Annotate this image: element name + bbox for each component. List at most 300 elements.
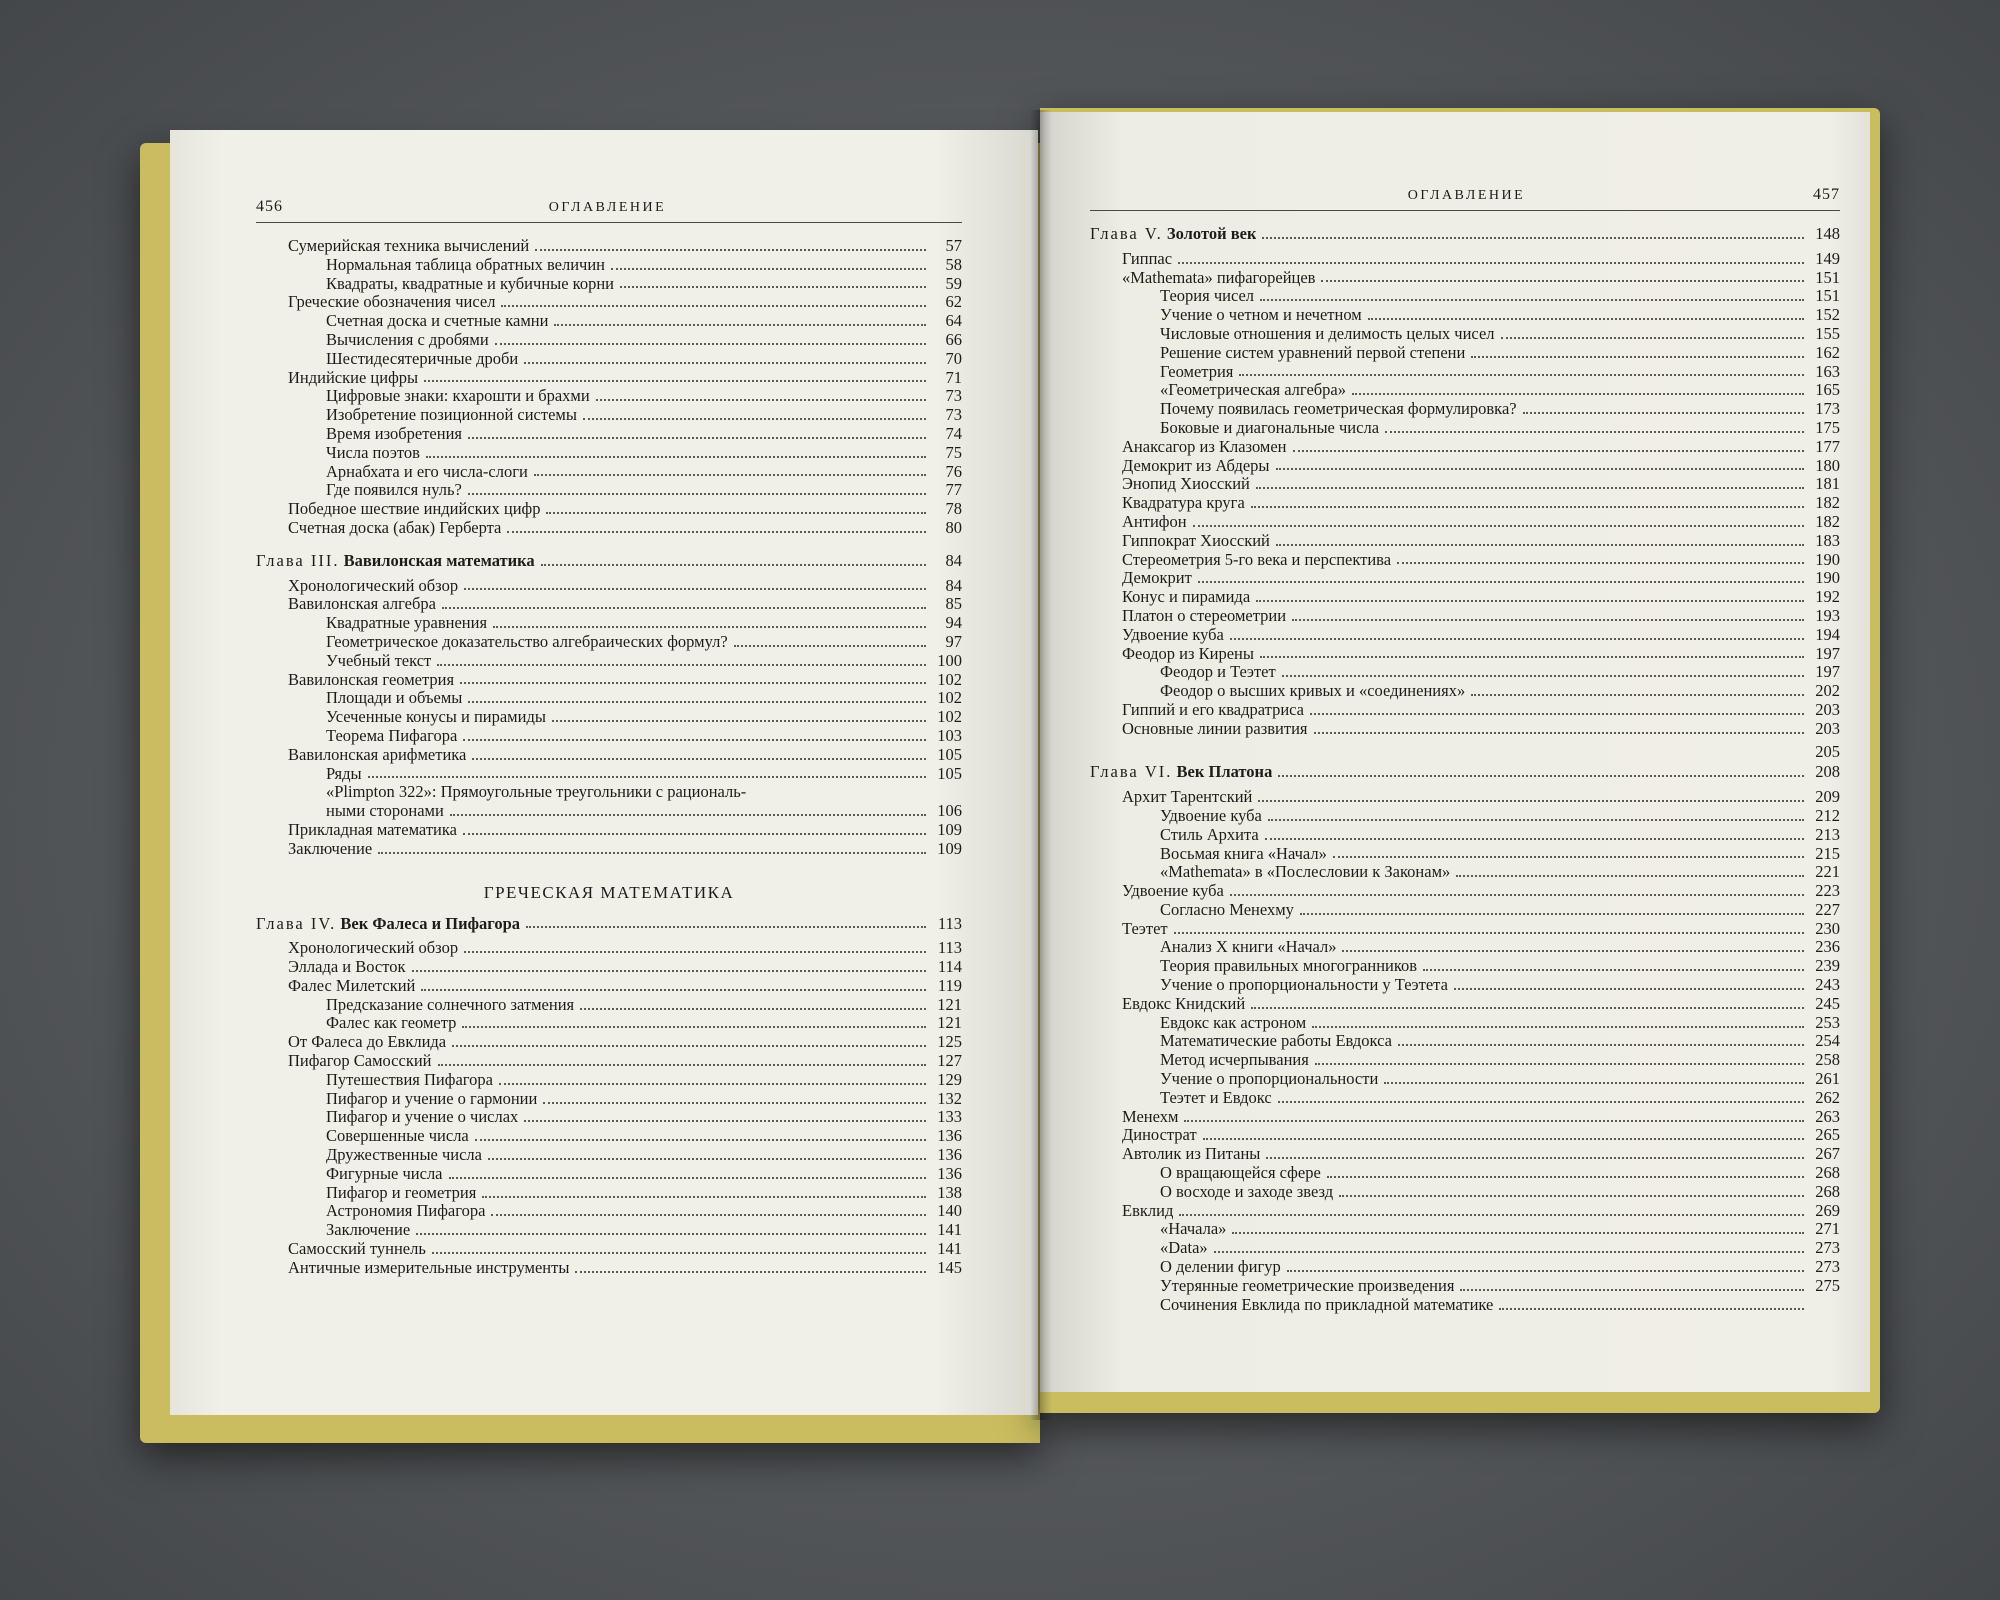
toc-entry-page: 203 — [1815, 699, 1840, 719]
toc-chapter-4: Глава IV. Век Фалеса и Пифагора 113 — [256, 913, 962, 933]
toc-entry-page: 183 — [1815, 530, 1840, 550]
toc-entry-title: Архит Тарентский — [1122, 788, 1253, 807]
toc-entry-page: 103 — [937, 725, 962, 745]
toc-leader-dots — [424, 379, 926, 382]
toc-entry — [256, 331, 962, 350]
toc-entry — [256, 256, 962, 275]
toc-entry — [256, 1108, 962, 1127]
toc-block-chapter-3-end — [256, 821, 962, 859]
toc-entry-title: Гиппий и его квадратриса — [1122, 700, 1304, 719]
toc-leader-dots — [1282, 674, 1804, 677]
toc-entry-page: 273 — [1815, 1257, 1840, 1277]
toc-entry-title: Античные измерительные инструменты — [288, 1258, 570, 1277]
toc-entry-title: Числа поэтов — [326, 443, 420, 462]
toc-leader-dots — [464, 587, 926, 590]
toc-leader-dots — [1471, 693, 1804, 696]
toc-entry-title: От Фалеса до Евклида — [288, 1033, 447, 1052]
toc-entry — [1090, 306, 1840, 325]
toc-entry-title: Почему появилась геометрическая формулировка? — [1160, 400, 1517, 419]
toc-entry — [1090, 344, 1840, 363]
toc-entry-page: 271 — [1815, 1219, 1840, 1239]
toc-entry-plimpton-cont: ными сторонами 106 — [326, 801, 962, 821]
toc-leader-dots — [1278, 1100, 1804, 1103]
toc-entry — [256, 1221, 962, 1240]
toc-entry-page: 132 — [937, 1088, 962, 1108]
toc-entry-title: Изобретение позиционной системы — [326, 406, 577, 425]
toc-entry-page: 140 — [937, 1201, 962, 1221]
toc-entry-page: 163 — [1815, 361, 1840, 381]
toc-entry-page: 263 — [1815, 1106, 1840, 1126]
right-page-number: 457 — [1812, 186, 1840, 203]
toc-leader-dots — [1292, 618, 1804, 621]
toc-entry-page: 180 — [1815, 455, 1840, 475]
toc-entry-title: Квадратура круга — [1122, 494, 1245, 513]
toc-entry-page: 64 — [945, 311, 962, 331]
toc-entry-page: 194 — [1815, 624, 1840, 644]
toc-entry — [256, 821, 962, 840]
toc-entry — [256, 727, 962, 746]
toc-entry-plimpton: «Plimpton 322»: Прямоугольные треугольники с рациональ- — [326, 783, 747, 802]
toc-entry-page: 223 — [1815, 881, 1840, 901]
toc-entry — [1090, 569, 1840, 588]
toc-entry-page: 80 — [945, 517, 962, 537]
toc-entry-title: Менехм — [1122, 1107, 1179, 1126]
toc-entry — [256, 652, 962, 671]
toc-entry — [1090, 381, 1840, 400]
toc-entry-page: 197 — [1815, 643, 1840, 663]
toc-leader-dots — [1456, 874, 1804, 877]
toc-entry-page: 74 — [945, 423, 962, 443]
toc-leader-dots — [1178, 261, 1804, 264]
toc-entry-title: О вращающейся сфере — [1160, 1164, 1321, 1183]
toc-entry — [256, 840, 962, 859]
toc-leader-dots — [426, 455, 926, 458]
toc-leader-dots — [1265, 837, 1804, 840]
toc-entry-page: 193 — [1815, 605, 1840, 625]
toc-entry-title: Самосский туннель — [288, 1240, 426, 1259]
toc-entry-title: Сочинения Евклида по прикладной математике — [1160, 1295, 1494, 1314]
toc-leader-dots — [1193, 524, 1804, 527]
toc-entry — [1090, 607, 1840, 626]
toc-block-chapter-3 — [256, 577, 962, 784]
toc-entry — [256, 369, 962, 388]
toc-leader-dots — [1198, 580, 1804, 583]
toc-leader-dots — [1174, 931, 1804, 934]
toc-leader-dots — [475, 1138, 926, 1141]
toc-entry-page: 155 — [1815, 323, 1840, 343]
toc-leader-dots — [1184, 1119, 1804, 1122]
toc-entry-title: Феодор и Теэтет — [1160, 663, 1276, 682]
toc-leader-dots — [1384, 1081, 1804, 1084]
toc-leader-dots — [493, 625, 926, 628]
toc-entry — [1090, 1164, 1840, 1183]
toc-leader-dots — [1342, 949, 1804, 952]
toc-leader-dots — [524, 361, 926, 364]
toc-entry-title: Квадратные уравнения — [326, 614, 488, 633]
toc-entry-title: Гиппас — [1122, 249, 1173, 268]
toc-leader-dots — [501, 304, 926, 307]
toc-entry-page: 203 — [1815, 718, 1840, 738]
toc-leader-dots — [1251, 505, 1804, 508]
toc-entry — [256, 444, 962, 463]
toc-entry-page: 141 — [937, 1239, 962, 1259]
toc-entry — [256, 350, 962, 369]
toc-entry-page: 125 — [937, 1032, 962, 1052]
toc-entry-page: 165 — [1815, 380, 1840, 400]
toc-leader-dots — [1327, 1175, 1804, 1178]
toc-leader-dots — [1460, 1288, 1804, 1291]
toc-entry-page: 253 — [1815, 1012, 1840, 1032]
toc-entry-page: 254 — [1815, 1031, 1840, 1051]
toc-entry — [256, 633, 962, 652]
toc-entry-page: 75 — [945, 442, 962, 462]
toc-leader-dots — [1368, 317, 1804, 320]
toc-entry-title: Удвоение куба — [1122, 882, 1224, 901]
toc-entry-title: Геометрия — [1160, 362, 1234, 381]
toc-entry — [1090, 1032, 1840, 1051]
toc-leader-dots — [468, 700, 926, 703]
left-page — [170, 130, 1038, 1415]
toc-entry-title: Фигурные числа — [326, 1164, 443, 1183]
toc-leader-dots — [449, 1176, 926, 1179]
toc-leader-dots — [368, 775, 926, 778]
toc-entry — [1090, 513, 1840, 532]
toc-entry-title: Платон о стереометрии — [1122, 606, 1287, 625]
toc-entry-title: Стереометрия 5-го века и перспектива — [1122, 550, 1392, 569]
toc-entry-title: Теорема Пифагора — [326, 726, 458, 745]
toc-entry-page: 239 — [1815, 956, 1840, 976]
toc-entry-page: 70 — [945, 348, 962, 368]
toc-entry-page: 268 — [1815, 1181, 1840, 1201]
toc-entry — [256, 689, 962, 708]
toc-entry-title: Восьмая книга «Начал» — [1160, 844, 1327, 863]
toc-entry — [1090, 845, 1840, 864]
toc-entry-page: 138 — [937, 1182, 962, 1202]
toc-entry-title: «Data» — [1160, 1239, 1208, 1258]
toc-entry — [256, 1165, 962, 1184]
toc-entry-page: 57 — [945, 236, 962, 255]
toc-entry-page: 145 — [937, 1257, 962, 1277]
toc-entry — [1090, 976, 1840, 995]
toc-entry-title: Заключение — [288, 839, 373, 858]
toc-entry-title: Греческие обозначения чисел — [288, 293, 496, 312]
toc-entry — [256, 1033, 962, 1052]
toc-leader-dots — [1321, 279, 1804, 282]
toc-leader-dots — [580, 1007, 926, 1010]
toc-entry — [1090, 1220, 1840, 1239]
toc-leader-dots — [452, 1044, 926, 1047]
toc-entry-page: 173 — [1815, 399, 1840, 419]
toc-entry-title: Учение о пропорциональности у Теэтета — [1160, 976, 1448, 995]
toc-entry-page: 66 — [945, 329, 962, 349]
toc-entry — [256, 293, 962, 312]
toc-entry-title: Метод исчерпывания — [1160, 1051, 1309, 1070]
toc-leader-dots — [734, 644, 926, 647]
toc-entry — [1090, 882, 1840, 901]
toc-entry — [1090, 920, 1840, 939]
toc-entry-title: Индийские цифры — [288, 368, 419, 387]
toc-entry-title: Фалес как геометр — [326, 1014, 457, 1033]
toc-entry-title: Пифагор и учение о числах — [326, 1108, 519, 1127]
toc-entry-title: О делении фигур — [1160, 1258, 1281, 1277]
toc-leader-dots — [596, 398, 926, 401]
toc-entry-page: 261 — [1815, 1069, 1840, 1089]
toc-entry-page: 213 — [1815, 824, 1840, 844]
toc-entry-page: 202 — [1815, 681, 1840, 701]
toc-entry — [256, 1259, 962, 1278]
toc-leader-dots — [1256, 599, 1804, 602]
toc-leader-dots — [1251, 1006, 1804, 1009]
toc-entry-page: 190 — [1815, 549, 1840, 569]
toc-leader-dots — [543, 1101, 926, 1104]
toc-leader-dots — [1268, 818, 1804, 821]
toc-entry-title: Сумерийская техника вычислений — [288, 237, 530, 255]
toc-entry-title: Пифагор и геометрия — [326, 1183, 477, 1202]
toc-entry — [256, 746, 962, 765]
toc-leader-dots — [1300, 912, 1804, 915]
toc-entry-page: 177 — [1815, 436, 1840, 456]
toc-leader-dots — [554, 323, 926, 326]
toc-entry-title: Путешествия Пифагора — [326, 1070, 493, 1089]
toc-leader-dots — [1230, 893, 1804, 896]
toc-entry — [1090, 250, 1840, 269]
toc-entry — [256, 595, 962, 614]
toc-entry-page: 236 — [1815, 937, 1840, 957]
toc-leader-dots — [1398, 1043, 1804, 1046]
toc-leader-dots — [1239, 373, 1804, 376]
toc-leader-dots — [1310, 712, 1804, 715]
toc-leader-dots — [1315, 1062, 1804, 1065]
toc-entry — [256, 312, 962, 331]
toc-entry-title: Вавилонская арифметика — [288, 745, 467, 764]
toc-entry-page: 243 — [1815, 975, 1840, 995]
toc-leader-dots — [1214, 1250, 1804, 1253]
toc-entry — [1090, 1258, 1840, 1277]
toc-entry-title: Решение систем уравнений первой степени — [1160, 343, 1466, 362]
toc-entry-title: «Геометрическая алгебра» — [1160, 381, 1347, 400]
toc-entry — [256, 1146, 962, 1165]
toc-entry — [1090, 1126, 1840, 1145]
toc-entry — [256, 406, 962, 425]
toc-entry-title: Учение о четном и нечетном — [1160, 306, 1362, 325]
toc-entry-page: 77 — [945, 480, 962, 500]
toc-entry — [256, 1090, 962, 1109]
toc-entry-title: Совершенные числа — [326, 1127, 469, 1146]
toc-entry-title: Геометрическое доказательство алгебраических формул? — [326, 632, 728, 651]
toc-leader-dots — [1230, 637, 1804, 640]
toc-entry-page: 100 — [937, 650, 962, 670]
toc-entry-page: 105 — [937, 744, 962, 764]
toc-entry — [1090, 419, 1840, 438]
toc-entry-page: 102 — [937, 688, 962, 708]
toc-entry-page: 119 — [937, 975, 962, 995]
toc-entry — [1090, 1108, 1840, 1127]
toc-entry-title: Конус и пирамида — [1122, 588, 1251, 607]
toc-entry-title: Теэтет и Евдокс — [1160, 1088, 1272, 1107]
toc-leader-dots — [1333, 855, 1804, 858]
toc-entry — [256, 1071, 962, 1090]
toc-entry-page: 149 — [1815, 248, 1840, 268]
toc-entry — [1090, 957, 1840, 976]
toc-entry-page: 102 — [937, 669, 962, 689]
toc-entry-page: 102 — [937, 707, 962, 727]
toc-entry-page: 209 — [1815, 787, 1840, 807]
toc-entry — [1090, 532, 1840, 551]
toc-leader-dots — [507, 530, 926, 533]
toc-leader-dots — [1523, 411, 1804, 414]
toc-entry-page: 212 — [1815, 805, 1840, 825]
left-page-number: 456 — [256, 198, 283, 215]
toc-entry — [256, 500, 962, 519]
toc-leader-dots — [499, 1082, 926, 1085]
toc-block-chapter-5 — [1090, 250, 1840, 739]
toc-entry-title: Астрономия Пифагора — [326, 1202, 486, 1221]
toc-leader-dots — [611, 267, 926, 270]
toc-entry-title: О восходе и заходе звезд — [1160, 1182, 1334, 1201]
toc-entry-title: Теэтет — [1122, 919, 1168, 938]
toc-entry-title: «Mathemata» пифагорейцев — [1122, 268, 1316, 287]
toc-stray-number: 205 — [1815, 741, 1840, 761]
toc-entry-title: Боковые и диагональные числа — [1160, 418, 1380, 437]
toc-entry-page: 129 — [937, 1069, 962, 1089]
toc-entry — [1090, 551, 1840, 570]
toc-block-chapter-6 — [1090, 788, 1840, 1314]
toc-leader-dots — [416, 1232, 926, 1235]
toc-entry-title: Усеченные конусы и пирамиды — [326, 708, 546, 727]
toc-leader-dots — [1232, 1231, 1804, 1234]
toc-entry-title: «Начала» — [1160, 1220, 1227, 1239]
toc-entry — [256, 708, 962, 727]
toc-entry-title: Математические работы Евдокса — [1160, 1032, 1392, 1051]
toc-entry-page: 73 — [945, 405, 962, 425]
toc-entry-page: 85 — [945, 594, 962, 614]
toc-entry — [256, 425, 962, 444]
toc-entry-page: 62 — [945, 292, 962, 312]
toc-leader-dots — [1314, 731, 1805, 734]
toc-entry-title: Феодор из Кирены — [1122, 644, 1254, 663]
toc-entry — [256, 671, 962, 690]
toc-entry — [256, 519, 962, 538]
toc-leader-dots — [1276, 543, 1804, 546]
toc-entry — [1090, 701, 1840, 720]
toc-entry-title: Энопид Хиосский — [1122, 475, 1250, 494]
toc-entry-title: Время изобретения — [326, 424, 462, 443]
toc-entry-title: Демокрит из Абдеры — [1122, 456, 1270, 475]
toc-leader-dots — [468, 436, 926, 439]
toc-entry-page: 275 — [1815, 1275, 1840, 1295]
toc-entry — [256, 1052, 962, 1071]
toc-leader-dots — [460, 681, 926, 684]
toc-entry-page: 141 — [937, 1220, 962, 1240]
right-page-header — [1090, 186, 1840, 211]
toc-entry-title: Победное шествие индийских цифр — [288, 500, 541, 519]
section-heading-greek: ГРЕЧЕСКАЯ МАТЕМАТИКА — [483, 882, 735, 902]
toc-entry — [1090, 901, 1840, 920]
toc-entry-title: Нормальная таблица обратных величин — [326, 255, 605, 274]
toc-entry-page: 197 — [1815, 662, 1840, 682]
toc-entry — [256, 481, 962, 500]
toc-entry-title: Согласно Менехму — [1160, 900, 1294, 919]
toc-entry-page: 121 — [937, 1013, 962, 1033]
toc-leader-dots — [437, 663, 926, 666]
toc-entry — [256, 977, 962, 996]
toc-entry-page: 181 — [1815, 474, 1840, 494]
toc-entry-page: 151 — [1815, 286, 1840, 306]
toc-block-chapter-4 — [256, 939, 962, 1277]
toc-leader-dots — [1293, 449, 1805, 452]
toc-entry-title: Автолик из Питаны — [1122, 1145, 1261, 1164]
toc-entry-page: 268 — [1815, 1163, 1840, 1183]
toc-leader-dots — [1287, 1269, 1804, 1272]
toc-entry-title: Пифагор Самосский — [288, 1052, 432, 1071]
toc-entry-page: 105 — [937, 763, 962, 783]
toc-entry-title: Демокрит — [1122, 569, 1192, 588]
toc-entry — [256, 275, 962, 294]
toc-entry — [1090, 863, 1840, 882]
toc-entry-title: Вавилонская геометрия — [288, 670, 455, 689]
toc-entry — [1090, 1089, 1840, 1108]
toc-leader-dots — [1352, 392, 1804, 395]
toc-entry-page: 71 — [945, 367, 962, 387]
toc-entry — [256, 765, 962, 784]
toc-leader-dots — [432, 1251, 926, 1254]
toc-leader-dots — [488, 1157, 926, 1160]
toc-entry-page: 245 — [1815, 993, 1840, 1013]
toc-leader-dots — [1256, 486, 1804, 489]
toc-leader-dots — [1203, 1137, 1804, 1140]
toc-entry — [256, 463, 962, 482]
toc-leader-dots — [442, 606, 926, 609]
toc-leader-dots — [534, 473, 926, 476]
toc-leader-dots — [1179, 1213, 1804, 1216]
toc-leader-dots — [575, 1270, 926, 1273]
toc-entry-title: Прикладная математика — [288, 820, 457, 839]
toc-leader-dots — [1423, 968, 1804, 971]
right-page-header-title: ОГЛАВЛЕНИЕ — [1407, 188, 1526, 203]
toc-leader-dots — [495, 342, 926, 345]
toc-leader-dots — [552, 719, 926, 722]
toc-entry-title: Удвоение куба — [1122, 625, 1224, 644]
toc-entry-page: 182 — [1815, 493, 1840, 513]
toc-entry — [1090, 938, 1840, 957]
toc-entry — [1090, 1202, 1840, 1221]
toc-entry — [1090, 663, 1840, 682]
toc-entry-page: 109 — [937, 819, 962, 839]
toc-entry-page: 269 — [1815, 1200, 1840, 1220]
toc-leader-dots — [378, 851, 926, 854]
toc-leader-dots — [1339, 1194, 1804, 1197]
toc-entry — [1090, 645, 1840, 664]
toc-entry-title: Антифон — [1122, 512, 1187, 531]
toc-leader-dots — [535, 248, 926, 251]
toc-leader-dots — [1499, 1307, 1804, 1310]
toc-entry-title: Анаксагор из Клазомен — [1122, 437, 1287, 456]
toc-entry-page: 78 — [945, 499, 962, 519]
toc-entry — [256, 1240, 962, 1259]
toc-entry-title: Цифровые знаки: кхарошти и брахми — [326, 387, 590, 406]
toc-leader-dots — [1266, 1156, 1804, 1159]
toc-entry — [1090, 720, 1840, 739]
toc-entry-page: 136 — [937, 1126, 962, 1146]
toc-entry-page: 258 — [1815, 1050, 1840, 1070]
toc-chapter-3: Глава III. Вавилонская математика 84 — [256, 550, 962, 570]
toc-entry-page: 84 — [945, 575, 962, 595]
toc-entry — [1090, 1014, 1840, 1033]
toc-entry-title: Счетная доска (абак) Герберта — [288, 518, 502, 537]
toc-entry — [256, 577, 962, 596]
right-page — [1040, 112, 1870, 1392]
toc-entry-page: 175 — [1815, 417, 1840, 437]
